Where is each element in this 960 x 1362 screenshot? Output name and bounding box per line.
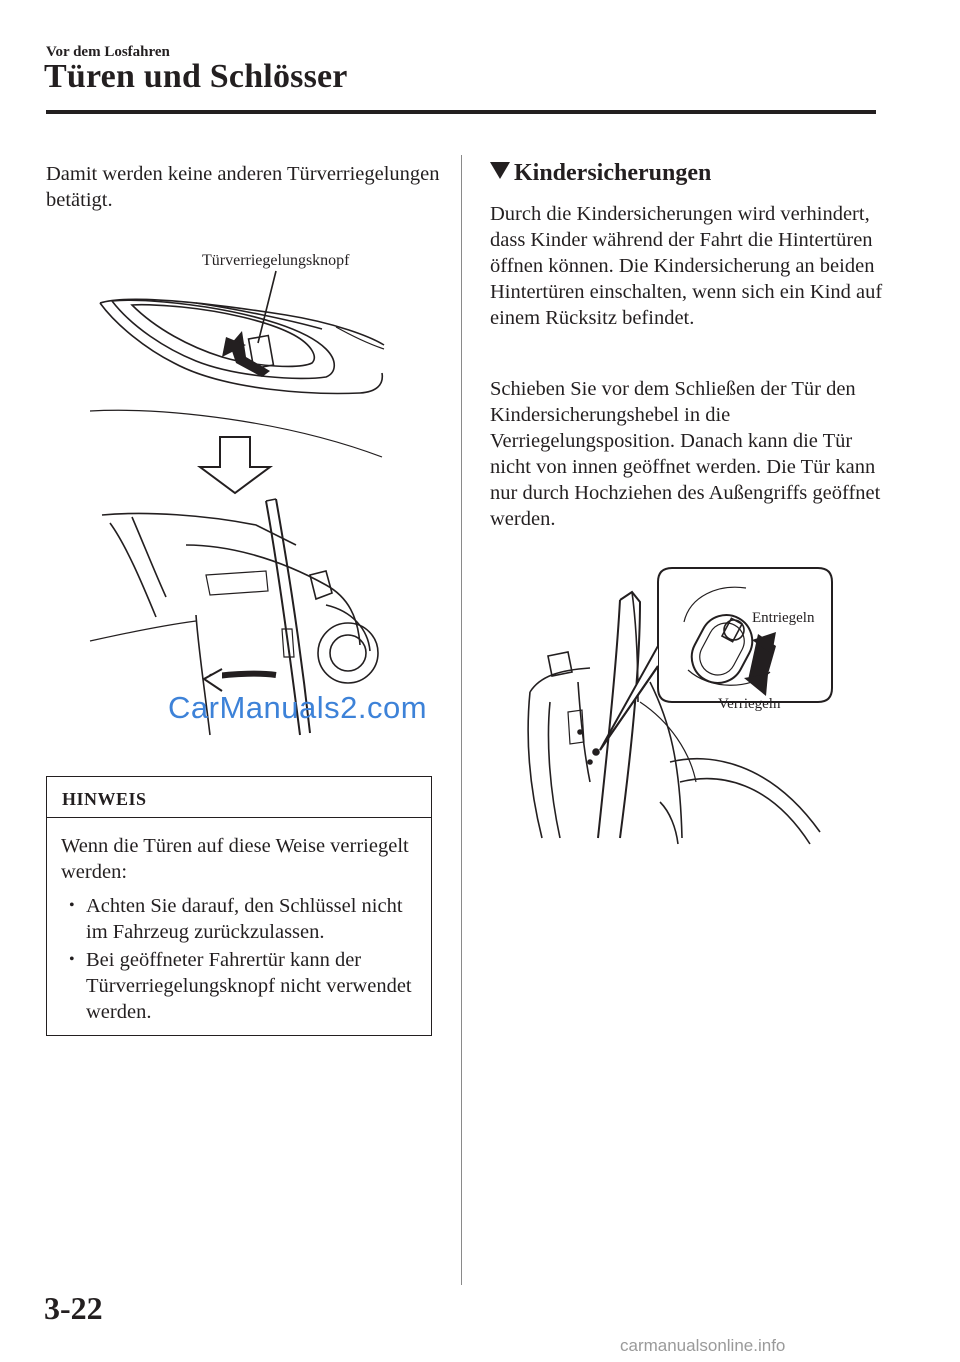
note-item	[61, 893, 417, 945]
column-divider	[461, 155, 462, 1285]
intro-paragraph: Damit werden keine anderen Türverriegelungen betätigt.	[46, 163, 440, 211]
page-title: Türen und Schlösser	[44, 58, 348, 95]
note-heading: HINWEIS	[47, 777, 431, 818]
note-item-text: Achten Sie darauf, den Schlüssel nicht im Fahrzeug zurückzulassen.	[86, 895, 403, 943]
watermark: CarManuals2.com	[168, 690, 428, 725]
lock-label: Verriegeln	[718, 696, 781, 712]
section-kicker: Vor dem Losfahren	[46, 44, 170, 60]
note-item-text: Bei geöffneter Fahrertür kann der Türverriegelungsknopf nicht verwendet werden.	[86, 949, 412, 1023]
child-lock-figure	[520, 562, 840, 852]
note-list	[61, 893, 417, 1025]
note-item	[61, 947, 417, 1025]
note-box	[46, 776, 432, 1036]
page-number: 3-22	[44, 1290, 103, 1326]
section-heading-text: Kindersicherungen	[514, 160, 712, 186]
note-intro: Wenn die Türen auf diese Weise verriegelt werden:	[61, 835, 409, 883]
door-lock-figure	[86, 245, 396, 755]
door-lock-knob-label: Türverriegelungsknopf	[202, 252, 350, 269]
triangle-marker-icon	[490, 162, 510, 179]
bullet-marker: •	[69, 951, 75, 968]
title-rule	[46, 110, 876, 114]
footer-site: carmanualsonline.info	[620, 1336, 786, 1355]
child-lock-paragraph-1: Durch die Kindersicherungen wird verhindert, dass Kinder während der Fahrt die Hintertüren öffnen können. Die Kindersicherung an beiden Hintertüren einschalten, wenn sich ein Kind auf einem Rücksitz befindet.	[490, 203, 883, 329]
section-heading	[490, 160, 711, 187]
bullet-marker: •	[69, 897, 75, 914]
note-body	[47, 818, 431, 1025]
unlock-label: Entriegeln	[752, 610, 815, 626]
child-lock-paragraph-2: Schieben Sie vor dem Schließen der Tür den Kindersicherungshebel in die Verriegelungsposition. Danach kann die Tür nicht von innen geöffnet werden. Die Tür kann nur durch Hochziehen des Außengriffs geöffnet werden.	[490, 378, 881, 530]
